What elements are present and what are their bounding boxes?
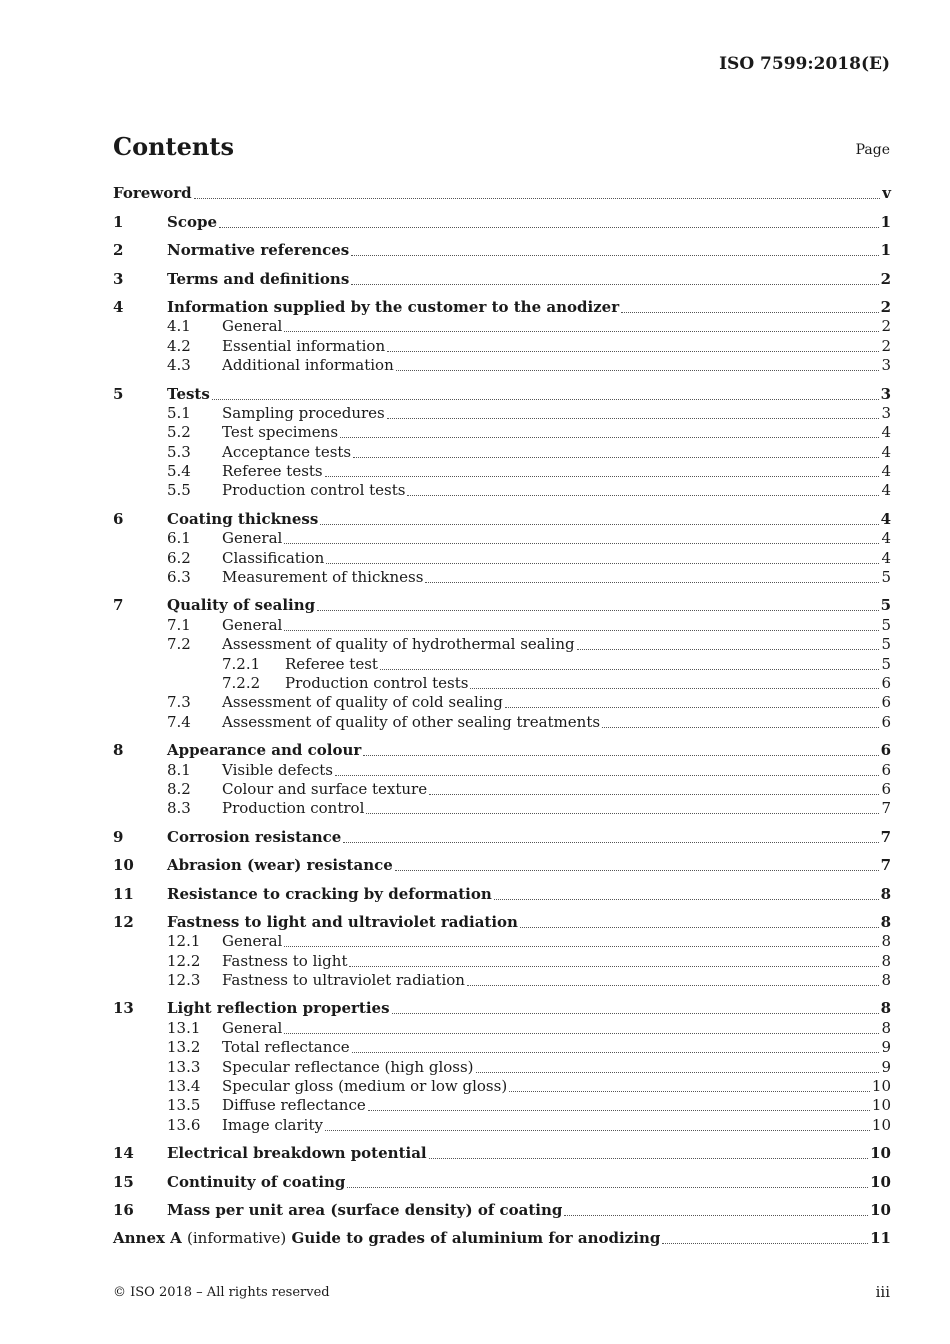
toc-entry-number: 4.2 [167,336,191,355]
toc-entry-title: Fastness to light and ultraviolet radiation [167,912,518,931]
toc-entry[interactable] [113,529,891,548]
dot-leader [368,1110,870,1111]
toc-entry-title: Tests [167,384,210,403]
dot-leader [366,813,879,814]
toc-entry[interactable] [113,317,891,336]
toc-entry[interactable] [113,298,891,317]
toc-entry-title: Terms and definitions [167,269,350,288]
toc-entry-title: Production control tests [285,673,469,692]
toc-entry-page: 4 [881,481,891,500]
toc-entry[interactable] [113,404,891,423]
toc-entry-number: 13.5 [167,1096,201,1115]
toc-entry-title: Information supplied by the customer to the anodizer [167,297,620,316]
toc-entry-number: 6.1 [167,529,191,548]
toc-entry-title: Normative references [167,241,350,260]
toc-entry-title: Test specimens [222,423,339,442]
toc-entry-title: Appearance and colour [167,741,362,760]
dot-leader [343,842,878,843]
toc-entry-number: 11 [113,884,134,903]
toc-entry-page: 5 [880,596,891,615]
toc-entry-page: 6 [881,779,891,798]
toc-entry-page: 10 [870,1172,891,1191]
toc-entry-title: Mass per unit area (surface density) of coating [167,1200,563,1219]
toc-entry-title: Resistance to cracking by deformation [167,884,492,903]
toc-entry-title: Essential information [222,336,386,355]
toc-entry-page: 10 [870,1144,891,1163]
toc-entry-number: 5.1 [167,403,191,422]
toc-entry-annex[interactable] [113,1229,891,1248]
toc-entry-page: 3 [881,356,891,375]
toc-entry-title: Coating thickness [167,509,319,528]
toc-entry[interactable] [113,184,891,203]
toc-entry-title: Visible defects [222,760,333,779]
dot-leader [351,255,878,256]
toc-entry-number: 10 [113,856,134,875]
dot-leader [407,495,879,496]
toc-entry-number: 4 [113,297,124,316]
toc-entry-page: 1 [880,241,891,260]
toc-entry-page: 10 [871,1115,891,1134]
toc-entry[interactable] [113,635,891,654]
toc-entry-page: 4 [881,423,891,442]
toc-entry[interactable] [113,741,891,760]
dot-leader [429,794,879,795]
toc-entry-number: 13.4 [167,1077,201,1096]
toc-entry-title: Light reflection properties [167,999,390,1018]
toc-entry-title: Specular gloss (medium or low gloss) [222,1077,508,1096]
page-column-label: Page [855,142,890,158]
dot-leader [325,1130,870,1131]
toc-entry-number: 5.2 [167,423,191,442]
document-id: ISO 7599:2018(E) [719,54,890,74]
toc-entry[interactable] [113,760,891,779]
toc-entry-number: 13.1 [167,1018,201,1037]
dot-leader [387,351,879,352]
toc-entry-title: Foreword [113,184,192,203]
dot-leader [520,927,879,928]
toc-entry-title: Fastness to ultraviolet radiation [222,971,465,990]
dot-leader [467,985,880,986]
toc-entry-number: 8 [113,741,124,760]
toc-entry-title: Total reflectance [222,1038,350,1057]
toc-entry-number: 8.3 [167,799,191,818]
toc-entry[interactable] [113,856,891,875]
toc-entry-page: 1 [880,212,891,231]
toc-entry[interactable] [113,1038,891,1057]
annex-page: 11 [870,1229,891,1248]
toc-entry-number: 13 [113,999,134,1018]
toc-entry-page: 4 [881,548,891,567]
toc-entry-title: Corrosion resistance [167,827,342,846]
dot-leader [396,370,880,371]
toc-entry-title: Additional information [222,356,394,375]
toc-entry-page: 6 [881,712,891,731]
dot-leader [602,727,879,728]
toc-entry-number: 7.2.2 [222,673,261,692]
table-of-contents [113,184,891,1248]
toc-entry[interactable] [113,693,891,712]
toc-entry[interactable] [113,1077,891,1096]
dot-leader [317,610,878,611]
toc-entry-page: 2 [881,317,891,336]
toc-entry-title: Assessment of quality of cold sealing [222,693,503,712]
dot-leader [395,870,879,871]
toc-entry-page: 5 [881,654,891,673]
toc-entry-page: 6 [881,673,891,692]
toc-entry[interactable] [113,1201,891,1220]
toc-entry[interactable] [113,654,891,673]
dot-leader [284,946,879,947]
toc-entry-page: 9 [881,1057,891,1076]
toc-entry-page: 2 [880,297,891,316]
toc-entry[interactable] [113,423,891,442]
dot-leader [284,630,879,631]
toc-entry-title: Quality of sealing [167,596,316,615]
toc-entry-number: 6.2 [167,548,191,567]
toc-entry-number: 6 [113,509,124,528]
dot-leader [320,524,878,525]
toc-entry-title: Fastness to light [222,951,348,970]
dot-leader [425,582,879,583]
toc-entry-title: Electrical breakdown potential [167,1144,427,1163]
dot-leader [621,312,878,313]
dot-leader [347,1187,868,1188]
toc-entry-page: v [882,184,891,203]
toc-entry-page: 3 [880,384,891,403]
toc-entry-number: 2 [113,241,124,260]
toc-entry-title: Acceptance tests [222,442,352,461]
toc-entry[interactable] [113,780,891,799]
toc-entry-page: 2 [881,336,891,355]
toc-entry-title: General [222,615,283,634]
toc-entry-number: 6.3 [167,568,191,587]
toc-entry[interactable] [113,1018,891,1037]
toc-entry[interactable] [113,509,891,528]
toc-entry-number: 3 [113,269,124,288]
toc-entry-number: 5.5 [167,481,191,500]
toc-entry-number: 14 [113,1144,134,1163]
toc-entry-title: Abrasion (wear) resistance [167,856,393,875]
toc-entry[interactable] [113,442,891,461]
toc-entry-page: 7 [880,856,891,875]
dot-leader [505,707,880,708]
toc-entry-number: 15 [113,1172,134,1191]
toc-entry-number: 12.3 [167,971,201,990]
dot-leader [662,1243,868,1244]
toc-entry[interactable] [113,827,891,846]
toc-entry-title: Production control tests [222,481,406,500]
toc-entry[interactable] [113,384,891,403]
toc-entry-number: 12.1 [167,932,201,951]
toc-entry[interactable] [113,913,891,932]
toc-entry-number: 7.1 [167,615,191,634]
toc-entry-page: 2 [880,269,891,288]
toc-entry-title: Scope [167,212,218,231]
toc-entry-title: Assessment of quality of hydrothermal sealing [222,635,575,654]
dot-leader [284,543,879,544]
toc-entry-title: Production control [222,799,365,818]
toc-entry[interactable] [113,568,891,587]
toc-entry-page: 8 [881,932,891,951]
toc-entry-title: Referee test [285,654,378,673]
toc-entry-number: 4.1 [167,317,191,336]
toc-entry-page: 4 [881,529,891,548]
toc-entry-page: 7 [880,827,891,846]
dot-leader [340,437,879,438]
toc-entry-page: 5 [881,615,891,634]
dot-leader [509,1091,870,1092]
toc-entry[interactable] [113,1057,891,1076]
toc-entry-number: 5.4 [167,462,191,481]
toc-entry[interactable] [113,356,891,375]
copyright-notice: © ISO 2018 – All rights reserved [113,1285,330,1300]
toc-entry-number: 7.2 [167,635,191,654]
toc-entry[interactable] [113,615,891,634]
toc-entry-title: Diffuse reflectance [222,1096,366,1115]
dot-leader [212,399,879,400]
dot-leader [494,899,879,900]
toc-entry-page: 8 [881,971,891,990]
toc-entry-number: 7.2.1 [222,654,261,673]
toc-entry-title: Image clarity [222,1115,323,1134]
toc-entry[interactable] [113,712,891,731]
toc-entry[interactable] [113,269,891,288]
toc-entry-title: General [222,1018,283,1037]
toc-entry-page: 8 [880,912,891,931]
dot-leader [284,1033,879,1034]
toc-entry-page: 5 [881,635,891,654]
toc-entry[interactable] [113,951,891,970]
toc-entry-number: 5.3 [167,442,191,461]
toc-entry-page: 4 [881,462,891,481]
toc-entry-number: 16 [113,1200,134,1219]
toc-entry-page: 8 [880,999,891,1018]
dot-leader [326,563,879,564]
dot-leader [476,1072,880,1073]
toc-entry[interactable] [113,971,891,990]
toc-entry-page: 4 [880,509,891,528]
toc-entry-number: 13.6 [167,1115,201,1134]
dot-leader [577,649,880,650]
toc-entry-number: 12 [113,912,134,931]
dot-leader [564,1215,868,1216]
page-number: iii [875,1283,890,1301]
toc-entry-number: 7 [113,596,124,615]
toc-entry-page: 9 [881,1038,891,1057]
toc-entry-page: 8 [880,884,891,903]
toc-entry[interactable] [113,462,891,481]
dot-leader [325,476,880,477]
toc-entry-page: 10 [870,1200,891,1219]
toc-entry-title: Measurement of thickness [222,568,424,587]
toc-entry[interactable] [113,212,891,231]
dot-leader [219,227,879,228]
toc-entry[interactable] [113,799,891,818]
toc-entry-number: 13.2 [167,1038,201,1057]
toc-entry-page: 6 [881,693,891,712]
dot-leader [351,284,878,285]
dot-leader [284,331,879,332]
toc-entry-page: 5 [881,568,891,587]
toc-entry-page: 6 [881,760,891,779]
toc-entry[interactable] [113,596,891,615]
toc-entry-number: 4.3 [167,356,191,375]
toc-entry-number: 1 [113,212,124,231]
toc-entry-page: 3 [881,403,891,422]
toc-entry-number: 7.4 [167,712,191,731]
toc-entry-title: Referee tests [222,462,323,481]
toc-entry[interactable] [113,1096,891,1115]
toc-entry[interactable] [113,548,891,567]
toc-entry-page: 8 [881,951,891,970]
toc-entry[interactable] [113,481,891,500]
dot-leader [387,418,880,419]
toc-entry-page: 10 [871,1096,891,1115]
toc-entry[interactable] [113,1144,891,1163]
toc-entry[interactable] [113,1115,891,1134]
dot-leader [353,457,879,458]
annex-label: Annex A [113,1229,182,1248]
toc-entry[interactable] [113,336,891,355]
toc-entry-page: 10 [871,1077,891,1096]
toc-entry-page: 8 [881,1018,891,1037]
toc-entry-number: 13.3 [167,1057,201,1076]
toc-entry-title: General [222,317,283,336]
dot-leader [392,1013,879,1014]
annex-qualifier: (informative) [187,1229,287,1248]
toc-entry-title: Specular reflectance (high gloss) [222,1057,474,1076]
dot-leader [429,1158,869,1159]
toc-entry[interactable] [113,674,891,693]
toc-entry-number: 12.2 [167,951,201,970]
toc-entry-number: 8.2 [167,779,191,798]
dot-leader [335,775,880,776]
toc-entry-title: General [222,529,283,548]
toc-entry[interactable] [113,1172,891,1191]
toc-entry-number: 5 [113,384,124,403]
toc-entry-title: Continuity of coating [167,1172,346,1191]
toc-entry[interactable] [113,884,891,903]
dot-leader [363,755,878,756]
toc-entry-number: 9 [113,827,124,846]
toc-entry-page: 6 [880,741,891,760]
toc-entry[interactable] [113,932,891,951]
toc-entry-number: 8.1 [167,760,191,779]
toc-entry-title: Sampling procedures [222,403,385,422]
dot-leader [380,669,880,670]
toc-entry-number: 7.3 [167,693,191,712]
toc-entry-title: Classification [222,548,325,567]
dot-leader [352,1052,880,1053]
dot-leader [194,198,881,199]
dot-leader [470,688,879,689]
annex-title: Guide to grades of aluminium for anodizing [291,1229,661,1248]
page-title: Contents [113,132,234,161]
toc-entry-page: 4 [881,442,891,461]
toc-entry-title: Colour and surface texture [222,779,428,798]
toc-entry[interactable] [113,241,891,260]
dot-leader [349,966,879,967]
toc-entry-page: 7 [881,799,891,818]
toc-entry-title: Assessment of quality of other sealing treatments [222,712,601,731]
toc-entry-title: General [222,932,283,951]
toc-entry[interactable] [113,999,891,1018]
